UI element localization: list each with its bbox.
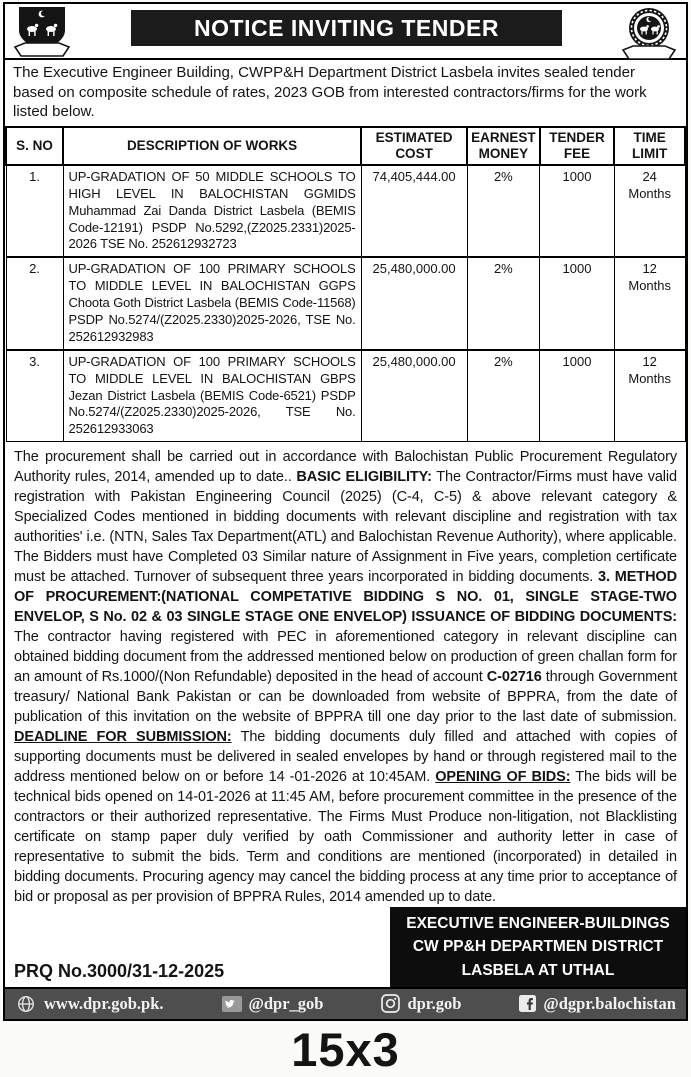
signature-line: EXECUTIVE ENGINEER-BUILDINGS [406,915,670,933]
col-header-time-limit: TIME LIMIT [614,127,685,165]
tender-notice-sheet [3,2,688,1021]
cell-sno: 1. [6,165,63,257]
cell-description: UP-GRADATION OF 50 MIDDLE SCHOOLS TO HIGH LEVEL IN BALOCHISTAN GGMIDS Muhammad Zai Danda District Lasbela (BEMIS Code-12191) PSDP No.5292,(Z2025.2331)2025-2026 TSE No. 252612932723 [63,165,361,257]
terms-segment: BASIC ELIGIBILITY: [296,469,432,486]
instagram-label: dpr.gob [407,993,462,1013]
bottom-row [5,907,686,987]
terms-segment: The Contractor/Firms must have valid registration with Pakistan Engineering Council (2025) (C-4, C-5) & above relevant category & Specialized Codes mentioned in bidding documents with relevant discipline and registration with tax authorities' i.e. (NTN, Sales Tax Department(ATL) and Balochistan Revenue Authority), where applicable. The Bidders must have Completed 03 Similar nature of Assignment in Five years, completion certificate must be attached. Turnover of subsequent three years incorporated in bidding documents. [14,469,678,586]
table-row [6,257,685,349]
terms-segment: DEADLINE FOR SUBMISSION: [14,729,232,746]
website-link [15,994,164,1014]
works-table [5,126,686,443]
terms-segment: The procurement shall be carried out in accordance with Balochistan Public Procurement Regulatory Authority rules, 2014, amended up to date.. [14,449,677,486]
twitter-handle [222,994,324,1014]
cell-tender-fee: 1000 [540,165,615,257]
crest-shield-icon [13,6,71,58]
twitter-label: @dpr_gob [248,993,324,1013]
col-header-sno: S. NO [6,127,63,165]
cell-earnest-money: 2% [467,165,540,257]
ad-size-label: 15x3 [291,1022,400,1076]
cell-tender-fee: 1000 [540,257,615,349]
terms-segment: The bidding documents duly filled and attached with copies of supporting documents must be delivered in sealed envelopes by hand or through registered mail to the address mentioned below on or before 14 -01-2026 at 10:45AM. [14,729,677,786]
cell-time-limit: 24 Months [614,165,685,257]
table-header-row [6,127,685,165]
instagram-icon [381,994,400,1013]
facebook-icon [519,995,536,1012]
signature-line: CW PP&H DEPARTMEN DISTRICT [412,938,664,956]
page-title: NOTICE INVITING TENDER [194,14,499,41]
cell-sno: 3. [6,350,63,442]
cell-sno: 2. [6,257,63,349]
crest-wreath-icon [618,6,680,62]
cell-estimated-cost: 25,480,000.00 [361,257,467,349]
terms-segment: C-02716 [486,669,542,686]
table-row [6,350,685,442]
col-header-earnest-money: EARNEST MONEY [467,127,540,165]
cell-tender-fee: 1000 [540,350,615,442]
table-row [6,165,685,257]
notice-title-bar [131,10,562,46]
col-header-description: DESCRIPTION OF WORKS [63,127,361,165]
cell-estimated-cost: 74,405,444.00 [361,165,467,257]
right-emblem-logo [618,6,680,67]
signature-line: LASBELA AT UTHAL [461,961,615,979]
prq-number: PRQ No.3000/31-12-2025 [14,960,225,981]
terms-segment: The contractor having registered with PEC in aforementioned category in relevant discipline can obtained bidding document from the addressed mentioned below on production of green challan form for an amount of Rs.1000/(Non Refundable) deposited in the head of account [14,629,677,686]
cell-description: UP-GRADATION OF 100 PRIMARY SCHOOLS TO MIDDLE LEVEL IN BALOCHISTAN GBPS Jezan District Lasbela (BEMIS Code-6521) PSDP No.5274/(Z2025.2330)2025-2026, TSE No. 252612933063 [63,350,361,442]
twitter-icon [222,996,242,1012]
cell-time-limit: 12 Months [614,350,685,442]
intro-paragraph: The Executive Engineer Building, CWPP&H Department District Lasbela invites sealed tender based on composite schedule of rates, 2023 GOB from interested contractors/firms for the work listed below. [5,58,686,126]
cell-description: UP-GRADATION OF 100 PRIMARY SCHOOLS TO MIDDLE LEVEL IN BALOCHISTAN GGPS Choota Goth District Lasbela (BEMIS Code-11568) PSDP No.5274/(Z2025.2330)2025-2026, TSE No. 252612932983 [63,257,361,349]
col-header-estimated-cost: ESTIMATED COST [361,127,467,165]
terms-segment: The bids will be technical bids opened on 14-01-2026 at 11:45 AM, before procurement committee in the presence of the contractors or their authorized representative. The Firms Must Produce non-litigation, not Blacklisting certificate on stamp paper duly verified by oath Commissioner and authority letter in case of representative to submit the bids. Term and conditions are mentioned (incorporated) in detailed in bidding documents. Procuring agency may cancel the bidding process at any time prior to acceptance of bid or proposal as per provision of BPPRA Rules, 2014 amended up to date. [14,769,677,906]
col-header-tender-fee: TENDER FEE [540,127,615,165]
cell-time-limit: 12 Months [614,257,685,349]
website-label: www.dpr.gob.pk. [44,993,164,1013]
terms-segment: 3. METHOD OF PROCUREMENT:(NATIONAL COMPETATIVE BIDDING S NO. 01, SINGLE STAGE-TWO ENVELOP, S No. 02 & 03 SINGLE STAGE ONE ENVELOP) ISSUANCE OF BIDDING DOCUMENTS: [14,569,677,626]
left-emblem-logo [13,6,71,63]
terms-segment: OPENING OF BIDS: [435,769,571,786]
cell-earnest-money: 2% [467,350,540,442]
cell-estimated-cost: 25,480,000.00 [361,350,467,442]
globe-icon [15,995,37,1013]
terms-paragraph [5,442,686,907]
cell-earnest-money: 2% [467,257,540,349]
instagram-handle [381,994,461,1014]
terms-segment: through Government treasury/ National Bank Pakistan or can be downloaded from website of BPPRA, from the date of publication of this invitation on the website of BPPRA till one day prior to the last date of submission. [14,669,677,726]
social-bar [5,987,686,1019]
masthead [5,4,686,58]
facebook-handle [519,994,676,1014]
signature-block [390,907,686,987]
facebook-label: @dgpr.balochistan [543,993,676,1013]
